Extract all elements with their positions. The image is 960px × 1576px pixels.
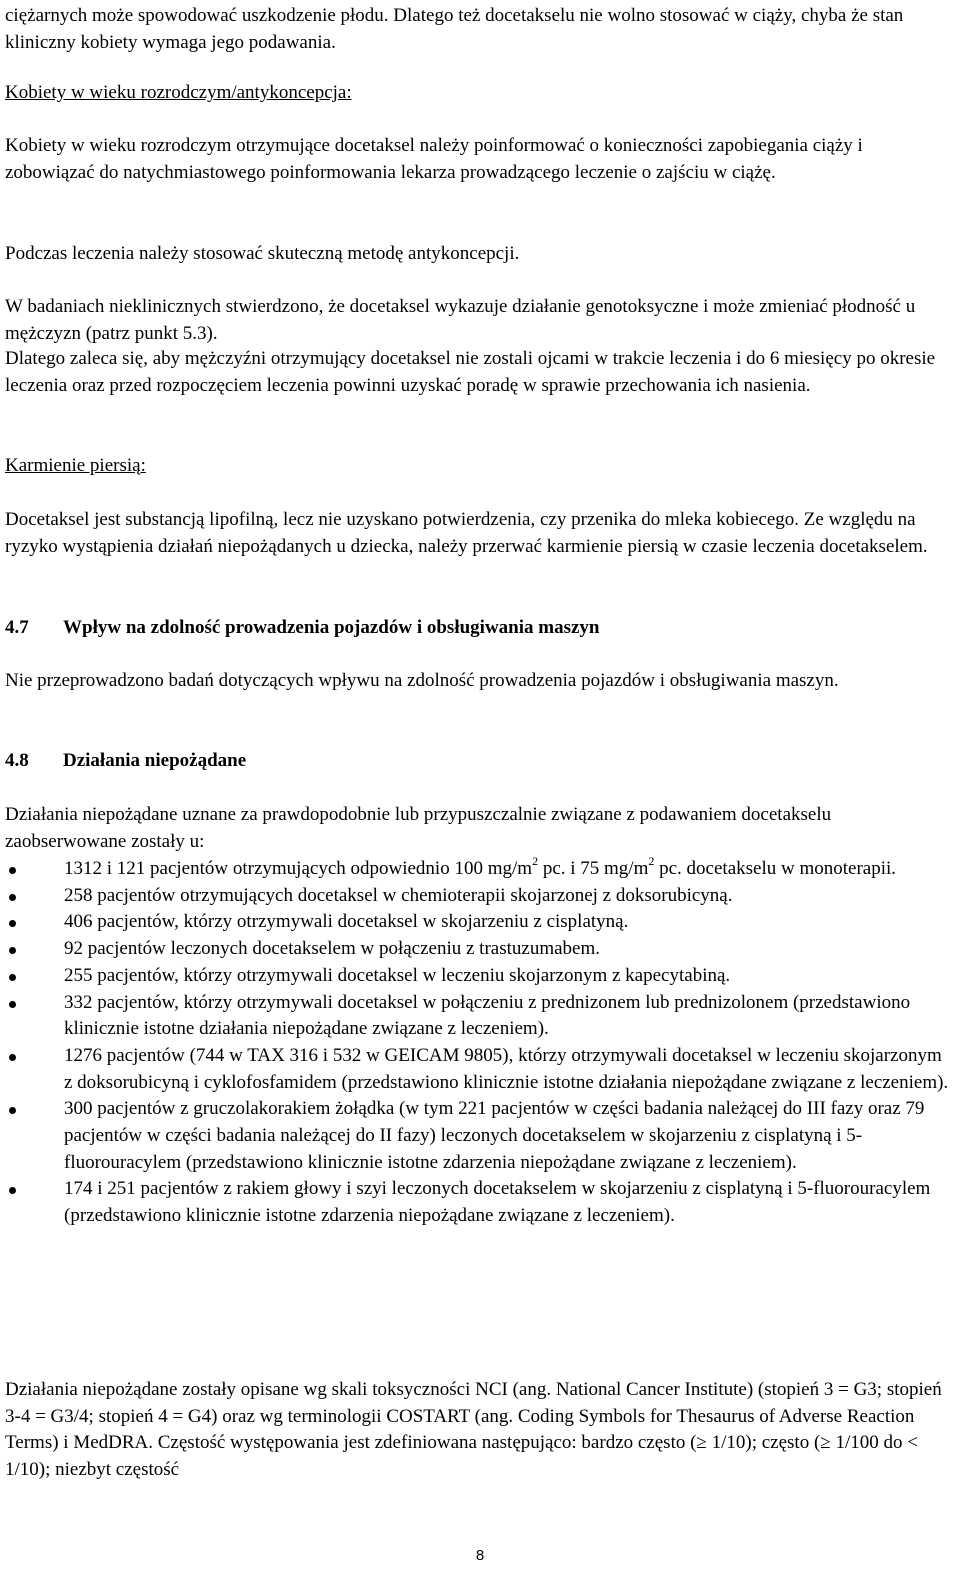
- list-item: [5, 909, 950, 936]
- paragraph-text: Działania niepożądane uznane za prawdopodobnie lub przypuszczalnie związane z podawaniem docetakselu zaobserwowane zostały u:: [5, 804, 832, 852]
- breastfeeding-heading-block: [5, 453, 950, 480]
- paragraph-text: Podczas leczenia należy stosować skuteczną metodę antykoncepcji.: [5, 243, 520, 264]
- list-item: [5, 936, 950, 963]
- list-item: [5, 1043, 950, 1096]
- breastfeeding-paragraph: [5, 507, 950, 560]
- patient-groups-list: [5, 853, 950, 1230]
- contraception-paragraph-1: [5, 133, 950, 186]
- bullet-icon: [9, 894, 16, 901]
- paragraph-text: Docetaksel jest substancją lipofilną, lecz nie uzyskano potwierdzenia, czy przenika do mleka kobiecego. Ze względu na ryzyko wystąpienia działań niepożądanych u dziecka, należy przerwać karmienie piersią w czasie leczenia docetakselem.: [5, 509, 928, 557]
- paragraph-text: Dlatego zaleca się, aby mężczyźni otrzymujący docetaksel nie zostali ojcami w trakcie leczenia i do 6 miesięcy po okresie leczenia oraz przed rozpoczęciem leczenia powinni uzyskać poradę w sprawie przechowania ich nasienia.: [5, 348, 936, 396]
- bullet-icon: [9, 867, 16, 874]
- section-4-8-intro: [5, 802, 950, 855]
- bullet-icon: [9, 1001, 16, 1008]
- list-item-text: 300 pacjentów z gruczolakorakiem żołądka (w tym 221 pacjentów w części badania należącej do III fazy oraz 79 pacjentów w części badania należącej do II fazy) leczonych docetakselem w skojarzeniu z cisplatyną i 5-fluorouracylem (przedstawiono klinicznie istotne zdarzenia niepożądane związane z leczeniem).: [64, 1098, 925, 1173]
- paragraph-text: Działania niepożądane zostały opisane wg skali toksyczności NCI (ang. National Cancer Institute) (stopień 3 = G3; stopień 3-4 = G3/4; stopień 4 = G4) oraz wg terminologii COSTART (ang. Coding Symbols for Thesaurus of Adverse Reaction Terms) i MedDRA. Częstość występowania jest zdefiniowana następująco: bardzo często (≥ 1/10); często (≥ 1/100 do < 1/10); niezbyt częstość: [5, 1379, 942, 1481]
- bullet-icon: [9, 920, 16, 927]
- bullet-icon: [9, 1054, 16, 1061]
- superscript: 2: [648, 853, 655, 868]
- paragraph-pregnancy-end: [5, 3, 950, 56]
- list-item-text: 174 i 251 pacjentów z rakiem głowy i szyi leczonych docetakselem w skojarzeniu z cisplatyną i 5-fluorouracylem (przedstawiono klinicznie istotne zdarzenia niepożądane związane z leczeniem).: [64, 1178, 931, 1227]
- paragraph-text: Nie przeprowadzono badań dotyczących wpływu na zdolność prowadzenia pojazdów i obsługiwania maszyn.: [5, 670, 839, 691]
- section-4-8-closing: [5, 1377, 950, 1484]
- list-item-text: 92 pacjentów leczonych docetakselem w połączeniu z trastuzumabem.: [64, 938, 600, 960]
- list-item-text: pc. i 75 mg/m: [538, 858, 649, 879]
- contraception-heading: Kobiety w wieku rozrodczym/antykoncepcja:: [5, 82, 352, 103]
- bullet-icon: [9, 1107, 16, 1114]
- bullet-icon: [9, 974, 16, 981]
- contraception-paragraph-4: [5, 346, 950, 399]
- list-item-text: 406 pacjentów, którzy otrzymywali docetaksel w skojarzeniu z cisplatyną.: [64, 911, 629, 933]
- section-4-7-heading: [5, 615, 950, 641]
- list-item: [5, 1176, 950, 1229]
- section-title: Działania niepożądane: [63, 750, 247, 771]
- section-title: Wpływ na zdolność prowadzenia pojazdów i obsługiwania maszyn: [63, 617, 600, 638]
- superscript: 2: [532, 853, 539, 868]
- contraception-paragraph-2: [5, 241, 950, 268]
- section-number: 4.8: [5, 750, 29, 771]
- bullet-icon: [9, 1187, 16, 1194]
- paragraph-text: Kobiety w wieku rozrodczym otrzymujące docetaksel należy poinformować o konieczności zapobiegania ciąży i zobowiązać do natychmiastowego poinformowania lekarza prowadzącego leczenie o zajściu w ciążę.: [5, 135, 863, 183]
- breastfeeding-heading: Karmienie piersią:: [5, 455, 146, 476]
- contraception-heading-block: [5, 80, 950, 107]
- list-item: [5, 883, 950, 910]
- section-number: 4.7: [5, 617, 29, 638]
- contraception-paragraph-3: [5, 294, 950, 347]
- list-item: [5, 1096, 950, 1176]
- list-item-text: pc. docetakselu w monoterapii.: [654, 858, 897, 879]
- list-item-text: 1276 pacjentów (744 w TAX 316 i 532 w GEICAM 9805), którzy otrzymywali docetaksel w leczeniu skojarzonym z doksorubicyną i cyklofosfamidem (przedstawiono klinicznie istotne działania niepożądane związane z leczeniem).: [64, 1044, 949, 1093]
- list-item: [5, 963, 950, 990]
- list-item: [5, 853, 950, 883]
- section-4-8-heading: [5, 748, 950, 774]
- paragraph-text: ciężarnych może spowodować uszkodzenie płodu. Dlatego też docetakselu nie wolno stosować w ciąży, chyba że stan kliniczny kobiety wymaga jego podawania.: [5, 5, 904, 53]
- section-4-7-paragraph: [5, 668, 950, 695]
- list-item-text: 332 pacjentów, którzy otrzymywali docetaksel w połączeniu z prednizonem lub prednizolonem (przedstawiono klinicznie istotne działania niepożądane związane z leczeniem).: [64, 991, 911, 1040]
- list-item-text: 258 pacjentów otrzymujących docetaksel w chemioterapii skojarzonej z doksorubicyną.: [64, 884, 733, 906]
- bullet-icon: [9, 947, 16, 954]
- page-number: 8: [475, 1547, 485, 1564]
- list-item: [5, 990, 950, 1043]
- list-item-text: 255 pacjentów, którzy otrzymywali docetaksel w leczeniu skojarzonym z kapecytabiną.: [64, 964, 731, 986]
- paragraph-text: W badaniach nieklinicznych stwierdzono, że docetaksel wykazuje działanie genotoksyczne i może zmieniać płodność u mężczyzn (patrz punkt 5.3).: [5, 296, 916, 344]
- list-item-text: 1312 i 121 pacjentów otrzymujących odpowiednio 100 mg/m: [64, 858, 533, 879]
